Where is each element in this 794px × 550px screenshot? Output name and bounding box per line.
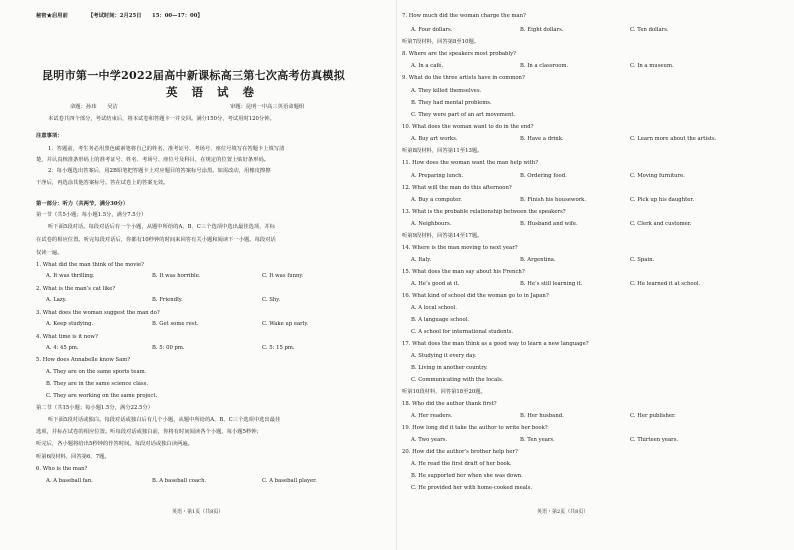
option-b: B. Finish his housework. (520, 197, 587, 203)
option-b: B. In a classroom. (520, 63, 569, 69)
option-a: A. It was thrilling. (46, 273, 95, 279)
option-c: C. Moving furniture. (630, 173, 685, 179)
question: 8. Where are the speakers most probably? (402, 51, 516, 57)
option-b: B. Ten years. (520, 437, 555, 443)
question: 6. Who is the man? (36, 466, 88, 472)
option-c: C. He provided her with home-cooked meals. (411, 485, 533, 491)
option-b: B. Have a drink. (520, 136, 564, 142)
option-a: A. A baseball fan. (46, 478, 93, 484)
page-footer: 英语・第1页（共8页） (172, 509, 224, 515)
section2-instruction: 听下面5段对话或独白。每段对话或独白后有几个小题，从题中所给的A、B、C三个选项中选出最佳 (48, 417, 281, 423)
material-note: 听第9段材料，回答第14至17题。 (402, 233, 483, 239)
option-c: C. Wake up early. (262, 321, 309, 327)
option-c: C. Shy. (262, 297, 281, 303)
exam-creator: 命题：孙玮 吴洁 (70, 104, 118, 110)
question: 5. How does Annabelle know Sam? (36, 357, 131, 363)
option-c: C. He learned it at school. (630, 281, 701, 287)
option-a: A. 4: 45 pm. (46, 345, 79, 351)
option-a: A. They killed themselves. (411, 88, 482, 94)
option-b: B. Eight dollars. (520, 27, 564, 33)
question: 18. Who did the author thank first? (402, 401, 497, 407)
option-c: C. They were part of an art movement. (411, 112, 516, 118)
option-b: B. Husband and wife. (520, 221, 578, 227)
question: 14. Where is the man moving to next year? (402, 245, 518, 251)
notice-line: 楚，并认真核准条形码上的准考证号、姓名、考场号、座位号及科目，在规定的位置上贴好条形码。 (36, 157, 270, 163)
option-c: C. In a museum. (630, 63, 674, 69)
option-c: C. Her publisher. (630, 413, 676, 419)
section2-instruction: 听完后，各小题将给出5秒钟的作答时间。每段对话或独白读两遍。 (36, 441, 193, 447)
option-b: B. A language school. (411, 317, 470, 323)
section1-instruction: 在试卷的相应位置。听完每段对话后，你都有10秒钟的时间来回答有关小题和阅读下一小题。每段对话 (36, 237, 276, 243)
option-b: B. He supported her when she was down. (411, 473, 523, 479)
option-b: B. Her husband. (520, 413, 564, 419)
option-c: C. 5: 15 pm. (262, 345, 295, 351)
notice-title: 注意事项： (36, 133, 63, 139)
question: 15. What does the man say about his French? (402, 269, 525, 275)
option-a: A. In a café. (411, 63, 444, 69)
question: 10. What does the woman want to do in the end? (402, 124, 534, 130)
material-note: 听第10段材料，回答第18至20题。 (402, 389, 486, 395)
part1-heading: 第一部分：听力（共两节，满分30分） (36, 201, 129, 207)
option-c: C. It was funny. (262, 273, 304, 279)
option-a: A. He read the first draft of her book. (411, 461, 512, 467)
option-a: A. Keep studying. (46, 321, 94, 327)
section2-heading: 第二节（共15小题；每小题1.5分，满分22.5分） (36, 405, 154, 411)
option-a: A. A local school. (411, 305, 457, 311)
option-c: C. Communicating with the locals. (411, 377, 504, 383)
option-c: C. Thirteen years. (630, 437, 679, 443)
option-b: B. It was horrible. (152, 273, 201, 279)
option-a: A. Italy. (411, 257, 432, 263)
option-a: A. Buy a computer. (411, 197, 462, 203)
option-c: C. Learn more about the artists. (630, 136, 717, 142)
option-c: C. Ten dollars. (630, 27, 669, 33)
option-c: C. A baseball player. (262, 478, 317, 484)
option-b: B. Friendly. (152, 297, 183, 303)
option-a: A. Two years. (411, 437, 448, 443)
exam-intro: 本试卷共四个部分，考试结束后，将本试卷和答题卡一并交回。满分150分，考试用时120分钟。 (48, 116, 275, 122)
section1-instruction: 仅读一遍。 (36, 250, 63, 256)
exam-time: 【考试时间：2月25日 15：00—17：00】 (88, 13, 203, 19)
option-b: B. They are in the same science class. (46, 381, 149, 387)
option-a: A. Lazy. (46, 297, 67, 303)
option-b: B. 5: 00 pm. (152, 345, 185, 351)
option-a: A. Preparing lunch. (411, 173, 464, 179)
question: 16. What kind of school did the woman go to in Japan? (402, 293, 549, 299)
exam-reviewer: 审题：昆明一中高三英语命题组 (230, 104, 305, 110)
page-footer: 英语・第2页（共8页） (537, 509, 589, 515)
exam-page-2 (397, 0, 794, 550)
option-a: A. He’s good at it. (411, 281, 460, 287)
option-a: A. Her readers. (411, 413, 453, 419)
option-a: A. Studying it every day. (411, 353, 477, 359)
question: 4. What time is it now? (36, 334, 98, 340)
question: 20. How did the author’s brother help her? (402, 449, 518, 455)
option-a: A. Buy art works. (411, 136, 458, 142)
option-c: C. A school for international students. (411, 329, 514, 335)
option-b: B. Ordering food. (520, 173, 567, 179)
material-note: 听第6段材料，回答第6、7题。 (36, 454, 110, 460)
exam-subtitle: 英 语 试 卷 (166, 85, 260, 99)
question: 3. What does the woman suggest the man do? (36, 310, 160, 316)
material-note: 听第7段材料，回答第8至10题。 (402, 39, 480, 45)
question: 13. What is the probable relationship between the speakers? (402, 209, 566, 215)
option-a: A. They are on the same sports team. (46, 369, 147, 375)
question: 9. What do the three artists have in common? (402, 75, 525, 81)
notice-line: 2．每小题选出答案后，用2B铅笔把答题卡上对应题目的答案标号涂黑。如需改动，用橡皮擦擦 (48, 168, 271, 174)
section2-instruction: 选项，并标在试卷的相应位置。听每段对话或独白前，你将有时间阅读各个小题，每小题5秒钟； (36, 429, 262, 435)
confidential-label: 秘密★启用前 (36, 13, 68, 19)
question: 17. What does the man think as a good way to learn a new language? (402, 341, 589, 347)
option-b: B. Living in another country. (411, 365, 488, 371)
option-c: C. Spain. (630, 257, 655, 263)
option-c: C. They are working on the same project. (46, 393, 158, 399)
option-c: C. Clerk and customer. (630, 221, 692, 227)
option-b: B. They had mental problems. (411, 100, 492, 106)
section1-heading: 第一节（共5小题；每小题1.5分，满分7.5分） (36, 212, 147, 218)
exam-title: 昆明市第一中学2022届高中新课标高三第七次高考仿真模拟 (42, 69, 346, 82)
option-b: B. A baseball coach. (152, 478, 207, 484)
option-b: B. Argentina. (520, 257, 556, 263)
option-a: A. Four dollars. (411, 27, 453, 33)
question: 2. What is the man’s cat like? (36, 286, 116, 292)
question: 19. How long did it take the author to write her book? (402, 425, 548, 431)
option-b: B. Get some rest. (152, 321, 199, 327)
question: 12. What will the man do this afternoon? (402, 185, 512, 191)
material-note: 听第8段材料，回答第11至13题。 (402, 148, 483, 154)
question: 11. How does the woman want the man help with? (402, 160, 539, 166)
notice-line: 1．答题前，考生务必用黑色碳素笔将自己的姓名、准考证号、考场号、座位号填写在答题卡上填写清 (48, 146, 285, 152)
question: 7. How much did the woman charge the man? (402, 13, 526, 19)
option-b: B. He’s still learning it. (520, 281, 583, 287)
option-c: C. Pick up his daughter. (630, 197, 695, 203)
question: 1. What did the man think of the movie? (36, 262, 144, 268)
option-a: A. Neighbours. (411, 221, 452, 227)
section1-instruction: 听下面5段对话。每段对话后有一个小题，从题中所给的A、B、C三个选项中选出最佳选项，并标 (48, 224, 276, 230)
notice-line: 干净后，再选涂其他答案标号。答在试卷上的答案无效。 (36, 180, 169, 186)
